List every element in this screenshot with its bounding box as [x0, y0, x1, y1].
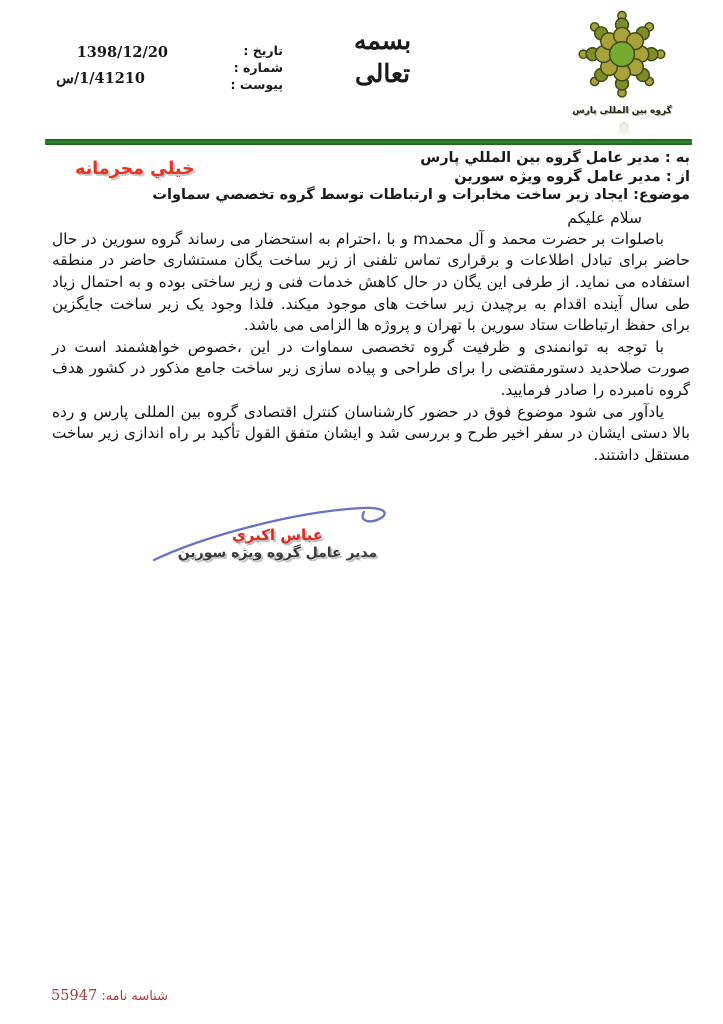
- number-value: 1/41210/س: [56, 70, 145, 87]
- confidential-stamp: خیلي محرمانه: [75, 159, 195, 179]
- attachment-label: پیوست :: [230, 77, 283, 92]
- date-label: تاریخ :: [243, 43, 283, 58]
- salutation: سلام علیکم: [567, 208, 642, 227]
- green-divider: [45, 139, 692, 145]
- besmellah-line1: بسمه: [353, 26, 412, 55]
- subject-value: ایجاد زیر ساخت مخابرات و ارتباطات توسط گروه تخصصي سماوات: [152, 187, 629, 204]
- signatory-title: مدیر عامل گروه ویژه سورین: [177, 545, 378, 561]
- header-meta-block: [48, 42, 283, 93]
- pars-group-flower-logo-icon: [561, 10, 683, 102]
- besmellah-line2: تعالی: [354, 59, 411, 88]
- from-line: [52, 168, 690, 187]
- letter-body: [52, 149, 690, 466]
- to-value: مدیر عامل گروه بین المللي پارس: [420, 150, 660, 166]
- date-value: 1398/12/20: [76, 44, 168, 61]
- body-paragraph-3: یادآور می شود موضوع فوق در حضور کارشناسان کنترل اقتصادی گروه بین المللی پارس و رده بالا دستی ایشان در سفر اخیر طرح و بررسی شد و ایشان متفق القول تأکید بر راه اندازی زیر ساخت مستقل داشتند.: [52, 402, 690, 464]
- logo-reflection: [559, 118, 685, 138]
- subject-label: موضوع:: [633, 187, 690, 204]
- from-label: از :: [665, 168, 690, 185]
- number-label: شماره :: [233, 60, 283, 75]
- logo-caption: گروه بین المللی پارس: [572, 106, 672, 116]
- subject-line: [52, 186, 690, 205]
- to-line: [52, 149, 690, 168]
- document-id-label: شناسه نامه:: [101, 989, 168, 1004]
- signatory-name: عباس اکبري: [232, 526, 323, 544]
- from-value: مدیر عامل گروه ویژه سورین: [454, 168, 661, 185]
- signature-block: [140, 494, 415, 563]
- pars-group-logo-block: [559, 10, 685, 138]
- document-id: [51, 988, 168, 1004]
- besmellah: [330, 24, 435, 90]
- body-paragraph-1: باصلوات بر حضرت محمد و آل محمدm و با ،احترام به استحضار می رساند گروه سورین در حال حاضر برای تبادل اطلاعات و برقراری تماس تلفنی از زیر ساخت یگان مستشاری حاضر در منطقه استفاده می نماید. از طرفی این یگان در حال کاهش خدمات فنی و زیر ساختی بوده و به احتمال زیاد طی سال آینده اقدام به برچیدن زیر ساخت های موجود میکند. فلذا وجود یک زیر ساخت جایگزین برای حفظ ارتباطات ستاد سورین با تهران و پروژه ها الزامی می باشد.: [52, 229, 690, 335]
- document-id-value: 55947: [51, 988, 98, 1004]
- to-label: به :: [664, 150, 690, 166]
- body-paragraph-2: با توجه به توانمندی و ظرفیت گروه تخصصی سماوات در این ،خصوص خواهشمند است در صورت صلاحدید دستورمقتضی را برای طراحی و پیاده سازی زیر ساخت جامع مذکور در کشور هدف گروه نامبرده را صادر فرمایید.: [52, 337, 690, 399]
